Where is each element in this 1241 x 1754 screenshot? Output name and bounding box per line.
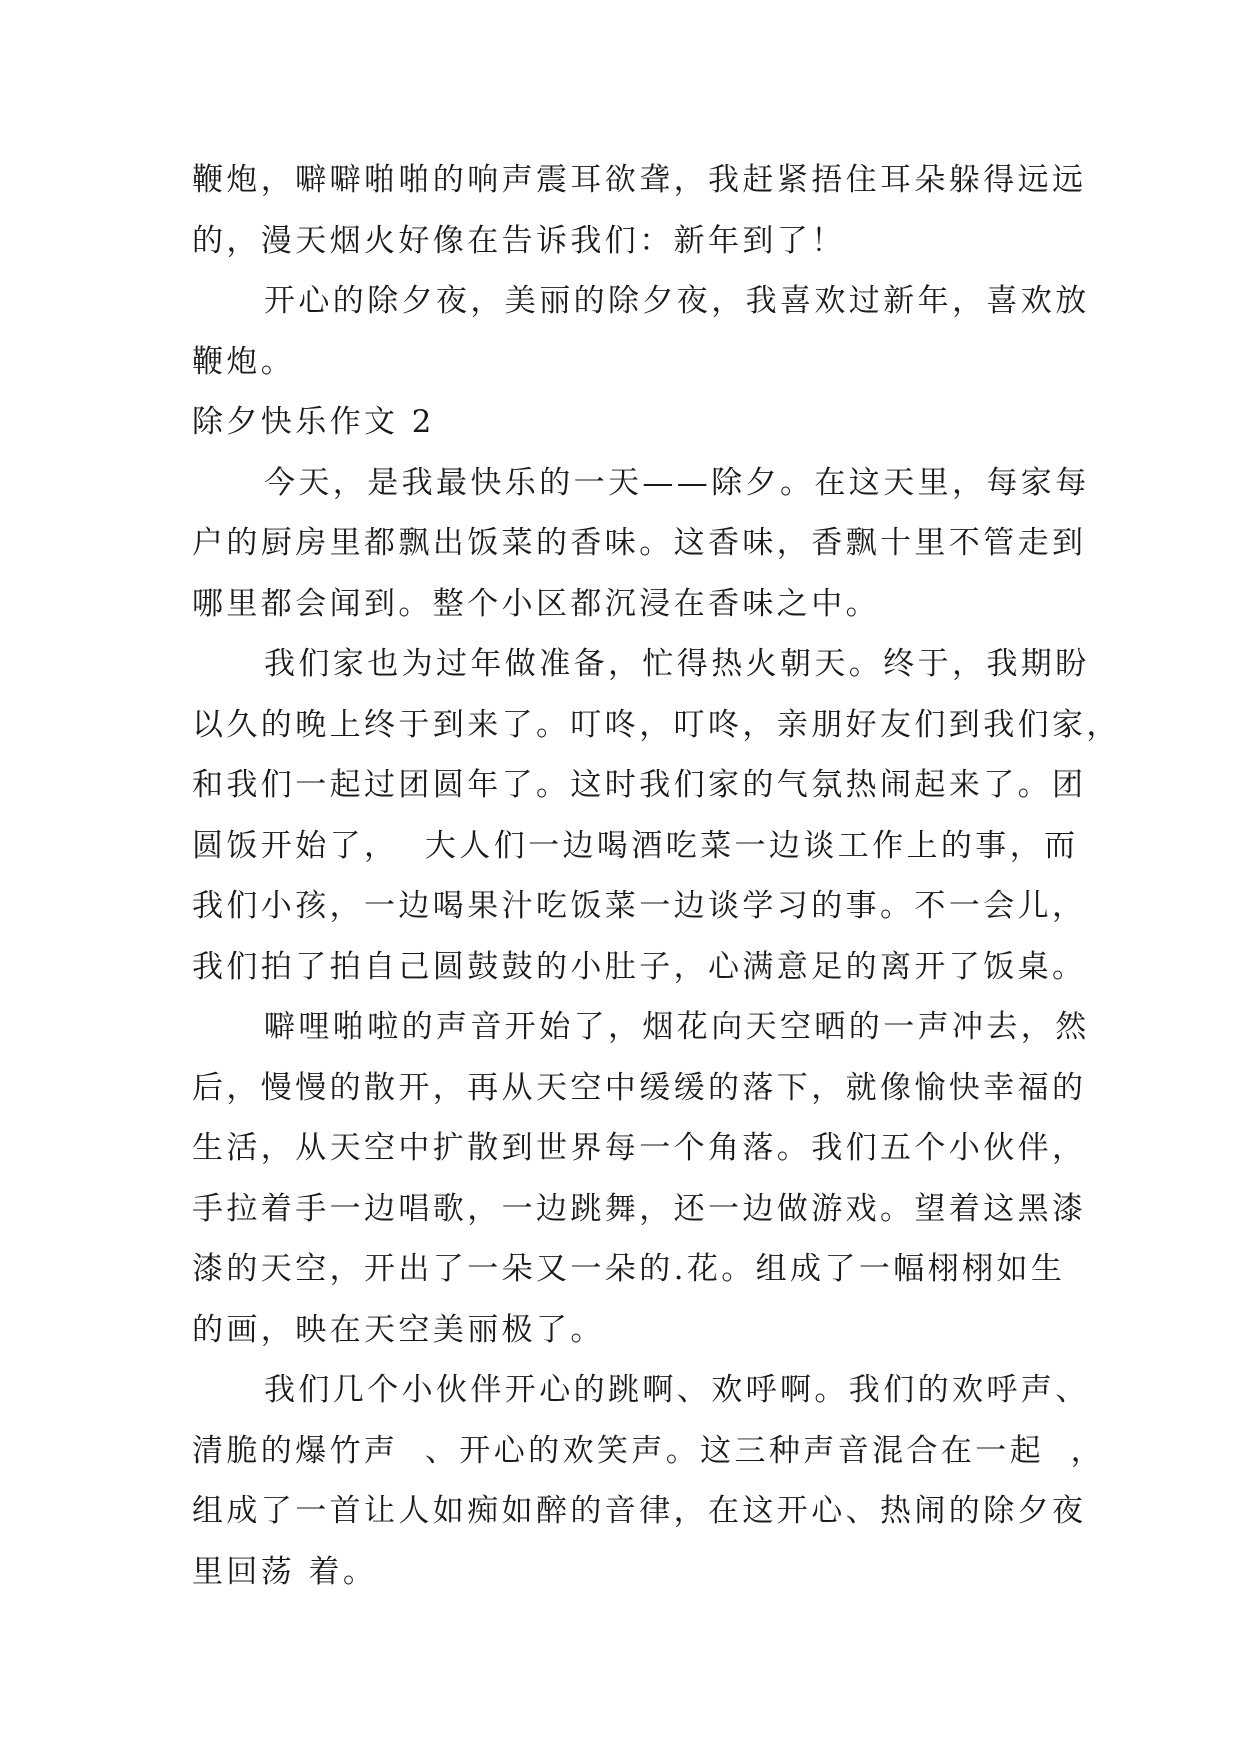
text-line: 手拉着手一边唱歌，一边跳舞，还一边做游戏。望着这黑漆 xyxy=(192,1190,1087,1227)
text-line: 我们小孩，一边喝果汁吃饭菜一边谈学习的事。不一会儿， xyxy=(192,888,1087,924)
text-line: 组成了一首让人如痴如醉的音律，在这开心、热闹的除夕夜 xyxy=(192,1493,1087,1529)
paragraph-start-line: 我们家也为过年做准备，忙得热火朝天。终于，我期盼 xyxy=(264,646,1090,682)
text-line: 和我们一起过团圆年了。这时我们家的气氛热闹起来了。团 xyxy=(192,767,1087,803)
document-page xyxy=(192,150,1121,1602)
text-line: 鞭炮，噼噼啪啪的响声震耳欲聋，我赶紧捂住耳朵躲得远远 xyxy=(192,162,1087,198)
text-line: 哪里都会闻到。整个小区都沉浸在香味之中。 xyxy=(192,585,880,622)
text-line: 漆的天空，开出了一朵又一朵的.花。组成了一幅栩栩如生 xyxy=(192,1251,1066,1287)
text-line: 清脆的爆竹声 、开心的欢笑声。这三种声音混合在一起 ， xyxy=(192,1432,1106,1469)
text-line: 的，漫天烟火好像在告诉我们：新年到了！ xyxy=(192,222,846,259)
section-title: 除夕快乐作文 2 xyxy=(192,404,435,440)
text-line: 户的厨房里都飘出饭菜的香味。这香味，香飘十里不管走到 xyxy=(192,525,1087,561)
text-line: 以久的晚上终于到来了。叮咚，叮咚，亲朋好友们到我们家， xyxy=(192,706,1121,743)
text-line: 生活，从天空中扩散到世界每一个角落。我们五个小伙伴， xyxy=(192,1130,1087,1166)
text-line: 我们拍了拍自己圆鼓鼓的小肚子，心满意足的离开了饭桌。 xyxy=(192,948,1087,985)
paragraph-start-line: 今天，是我最快乐的一天——除夕。在这天里，每家每 xyxy=(264,464,1090,501)
paragraph-start-line: 噼哩啪啦的声音开始了，烟花向天空晒的一声冲去，然 xyxy=(264,1009,1090,1045)
text-line: 的画，映在天空美丽极了。 xyxy=(192,1311,605,1348)
text-line: 鞭炮。 xyxy=(192,343,296,380)
paragraph-start-line: 我们几个小伙伴开心的跳啊、欢呼啊。我们的欢呼声、 xyxy=(264,1372,1090,1408)
paragraph-start-line: 开心的除夕夜，美丽的除夕夜，我喜欢过新年，喜欢放 xyxy=(264,283,1090,319)
text-line: 圆饭开始了， 大人们一边喝酒吃菜一边谈工作上的事，而 xyxy=(192,827,1079,864)
text-line: 后，慢慢的散开，再从天空中缓缓的落下，就像愉快幸福的 xyxy=(192,1069,1087,1106)
text-line: 里回荡 着。 xyxy=(192,1553,378,1590)
